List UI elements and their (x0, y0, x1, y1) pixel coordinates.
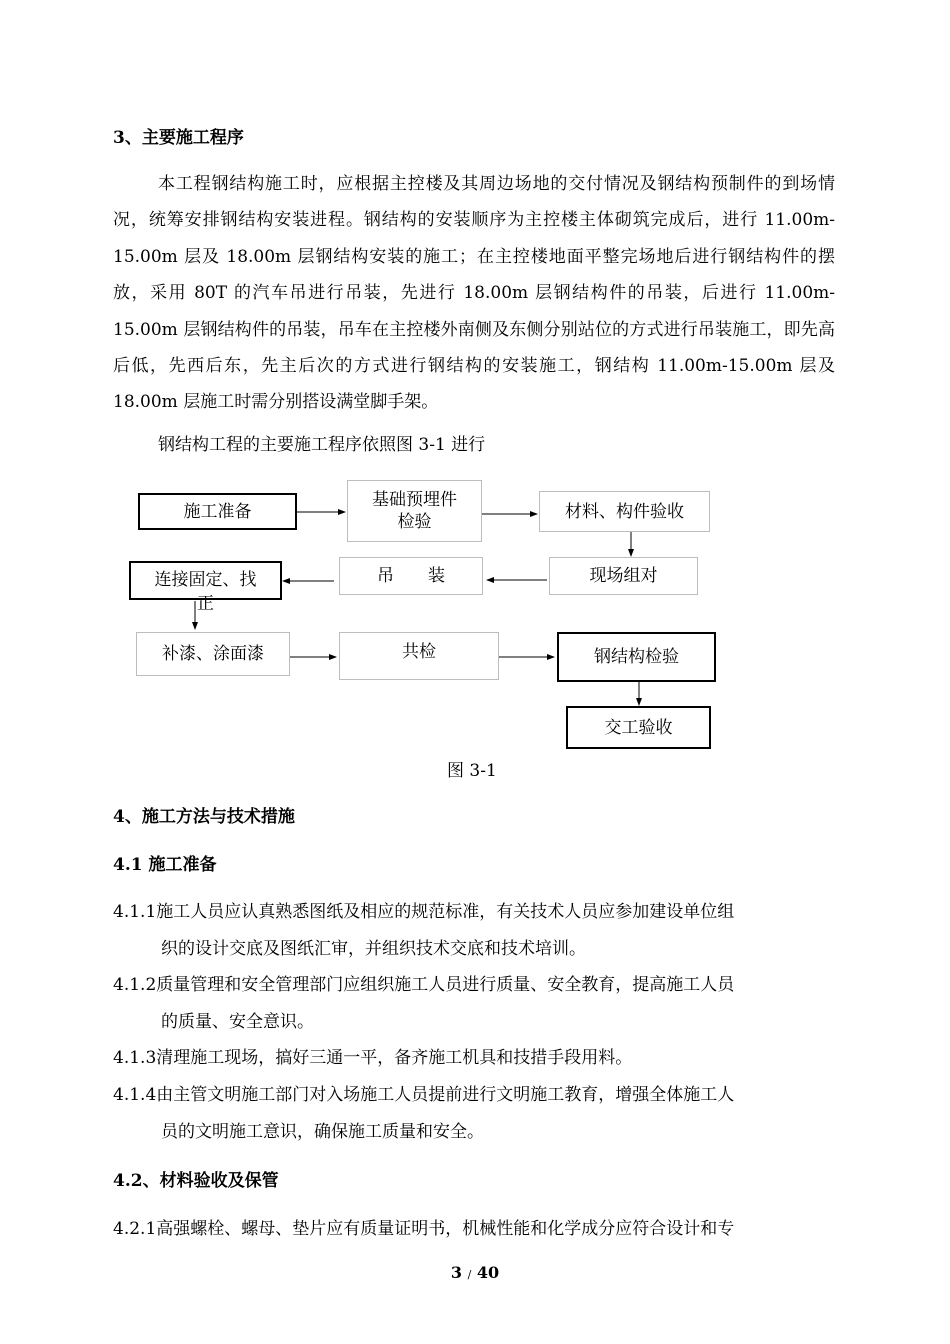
flow-step-embed-line2: 检验 (397, 512, 432, 532)
page-current: 3 (450, 1263, 462, 1282)
flow-step-connect-line2: 正 (197, 594, 214, 614)
item-number: 4.1.3 (113, 1048, 157, 1068)
flow-step-connect (129, 561, 282, 614)
flow-step-prep: 施工准备 (138, 493, 297, 530)
section-3-paragraph: 本工程钢结构施工时，应根据主控楼及其周边场地的交付情况及钢结构预制件的到场情况，统筹安排钢结构安装进程。钢结构的安装顺序为主控楼主体砌筑完成后，进行 11.00m-15.00m 层及 18.00m 层钢结构安装的施工；在主控楼地面平整完场地后进行钢结构件的摆放，采用 80T 的汽车吊进行吊装，先进行 18.00m 层钢结构件的吊装，后进行 11.00m-15.00m 层钢结构件的吊装，吊车在主控楼外南侧及东侧分别站位的方式进行吊装施工，即先高后低，先西后东，先主后次的方式进行钢结构的安装施工，钢结构 11.00m-15.00m 层及 18.00m 层施工时需分别搭设满堂脚手架。 (113, 174, 835, 413)
flow-step-material: 材料、构件验收 (539, 491, 710, 532)
flow-step-embed (347, 480, 482, 542)
list-item (113, 894, 835, 968)
flow-intro: 钢结构工程的主要施工程序依照图 3-1 进行 (158, 435, 486, 455)
flow-step-joint-check: 共检 (339, 632, 499, 680)
item-text-line1: 质量管理和安全管理部门应组织施工人员进行质量、安全教育，提高施工人员 (156, 975, 735, 995)
item-number: 4.1.4 (113, 1085, 157, 1105)
section-3-heading: 3、主要施工程序 (113, 128, 244, 148)
page-separator: / (467, 1268, 472, 1281)
item-text-line2: 的质量、安全意识。 (161, 1012, 314, 1032)
flow-step-connect-line1: 连接固定、找 (154, 570, 257, 590)
list-item (113, 1040, 835, 1077)
flow-step-embed-line1: 基础预埋件 (372, 490, 457, 510)
item-text-line2: 织的设计交底及图纸汇审，并组织技术交底和技术培训。 (161, 939, 586, 959)
item-text-line1: 施工人员应认真熟悉图纸及相应的规范标准，有关技术人员应参加建设单位组 (156, 902, 735, 922)
list-item (113, 1211, 835, 1248)
figure-caption: 图 3-1 (447, 761, 497, 781)
list-item (113, 967, 835, 1041)
item-text-line1: 清理施工现场，搞好三通一平，备齐施工机具和技措手段用料。 (156, 1048, 633, 1068)
section-4-2-heading: 4.2、材料验收及保管 (113, 1171, 279, 1191)
item-text-line2: 员的文明施工意识，确保施工质量和安全。 (161, 1122, 484, 1142)
item-number: 4.1.1 (113, 902, 157, 922)
flow-step-paint: 补漆、涂面漆 (136, 632, 290, 676)
flow-step-steel-check: 钢结构检验 (557, 632, 716, 682)
list-item (113, 1077, 835, 1151)
flow-step-hoist-label: 吊 装 (377, 566, 445, 586)
section-4-heading: 4、施工方法与技术措施 (113, 807, 295, 827)
flow-step-assemble: 现场组对 (549, 557, 698, 595)
flow-step-handover: 交工验收 (566, 706, 711, 749)
section-4-1-heading: 4.1 施工准备 (113, 855, 217, 875)
item-number: 4.2.1 (113, 1219, 157, 1239)
flow-step-hoist (339, 557, 483, 595)
item-text-line1: 由主管文明施工部门对入场施工人员提前进行文明施工教育，增强全体施工人 (156, 1085, 735, 1105)
page-number (0, 1263, 950, 1285)
item-text-line1: 高强螺栓、螺母、垫片应有质量证明书，机械性能和化学成分应符合设计和专 (156, 1219, 735, 1239)
page-total: 40 (476, 1263, 500, 1282)
item-number: 4.1.2 (113, 975, 157, 995)
